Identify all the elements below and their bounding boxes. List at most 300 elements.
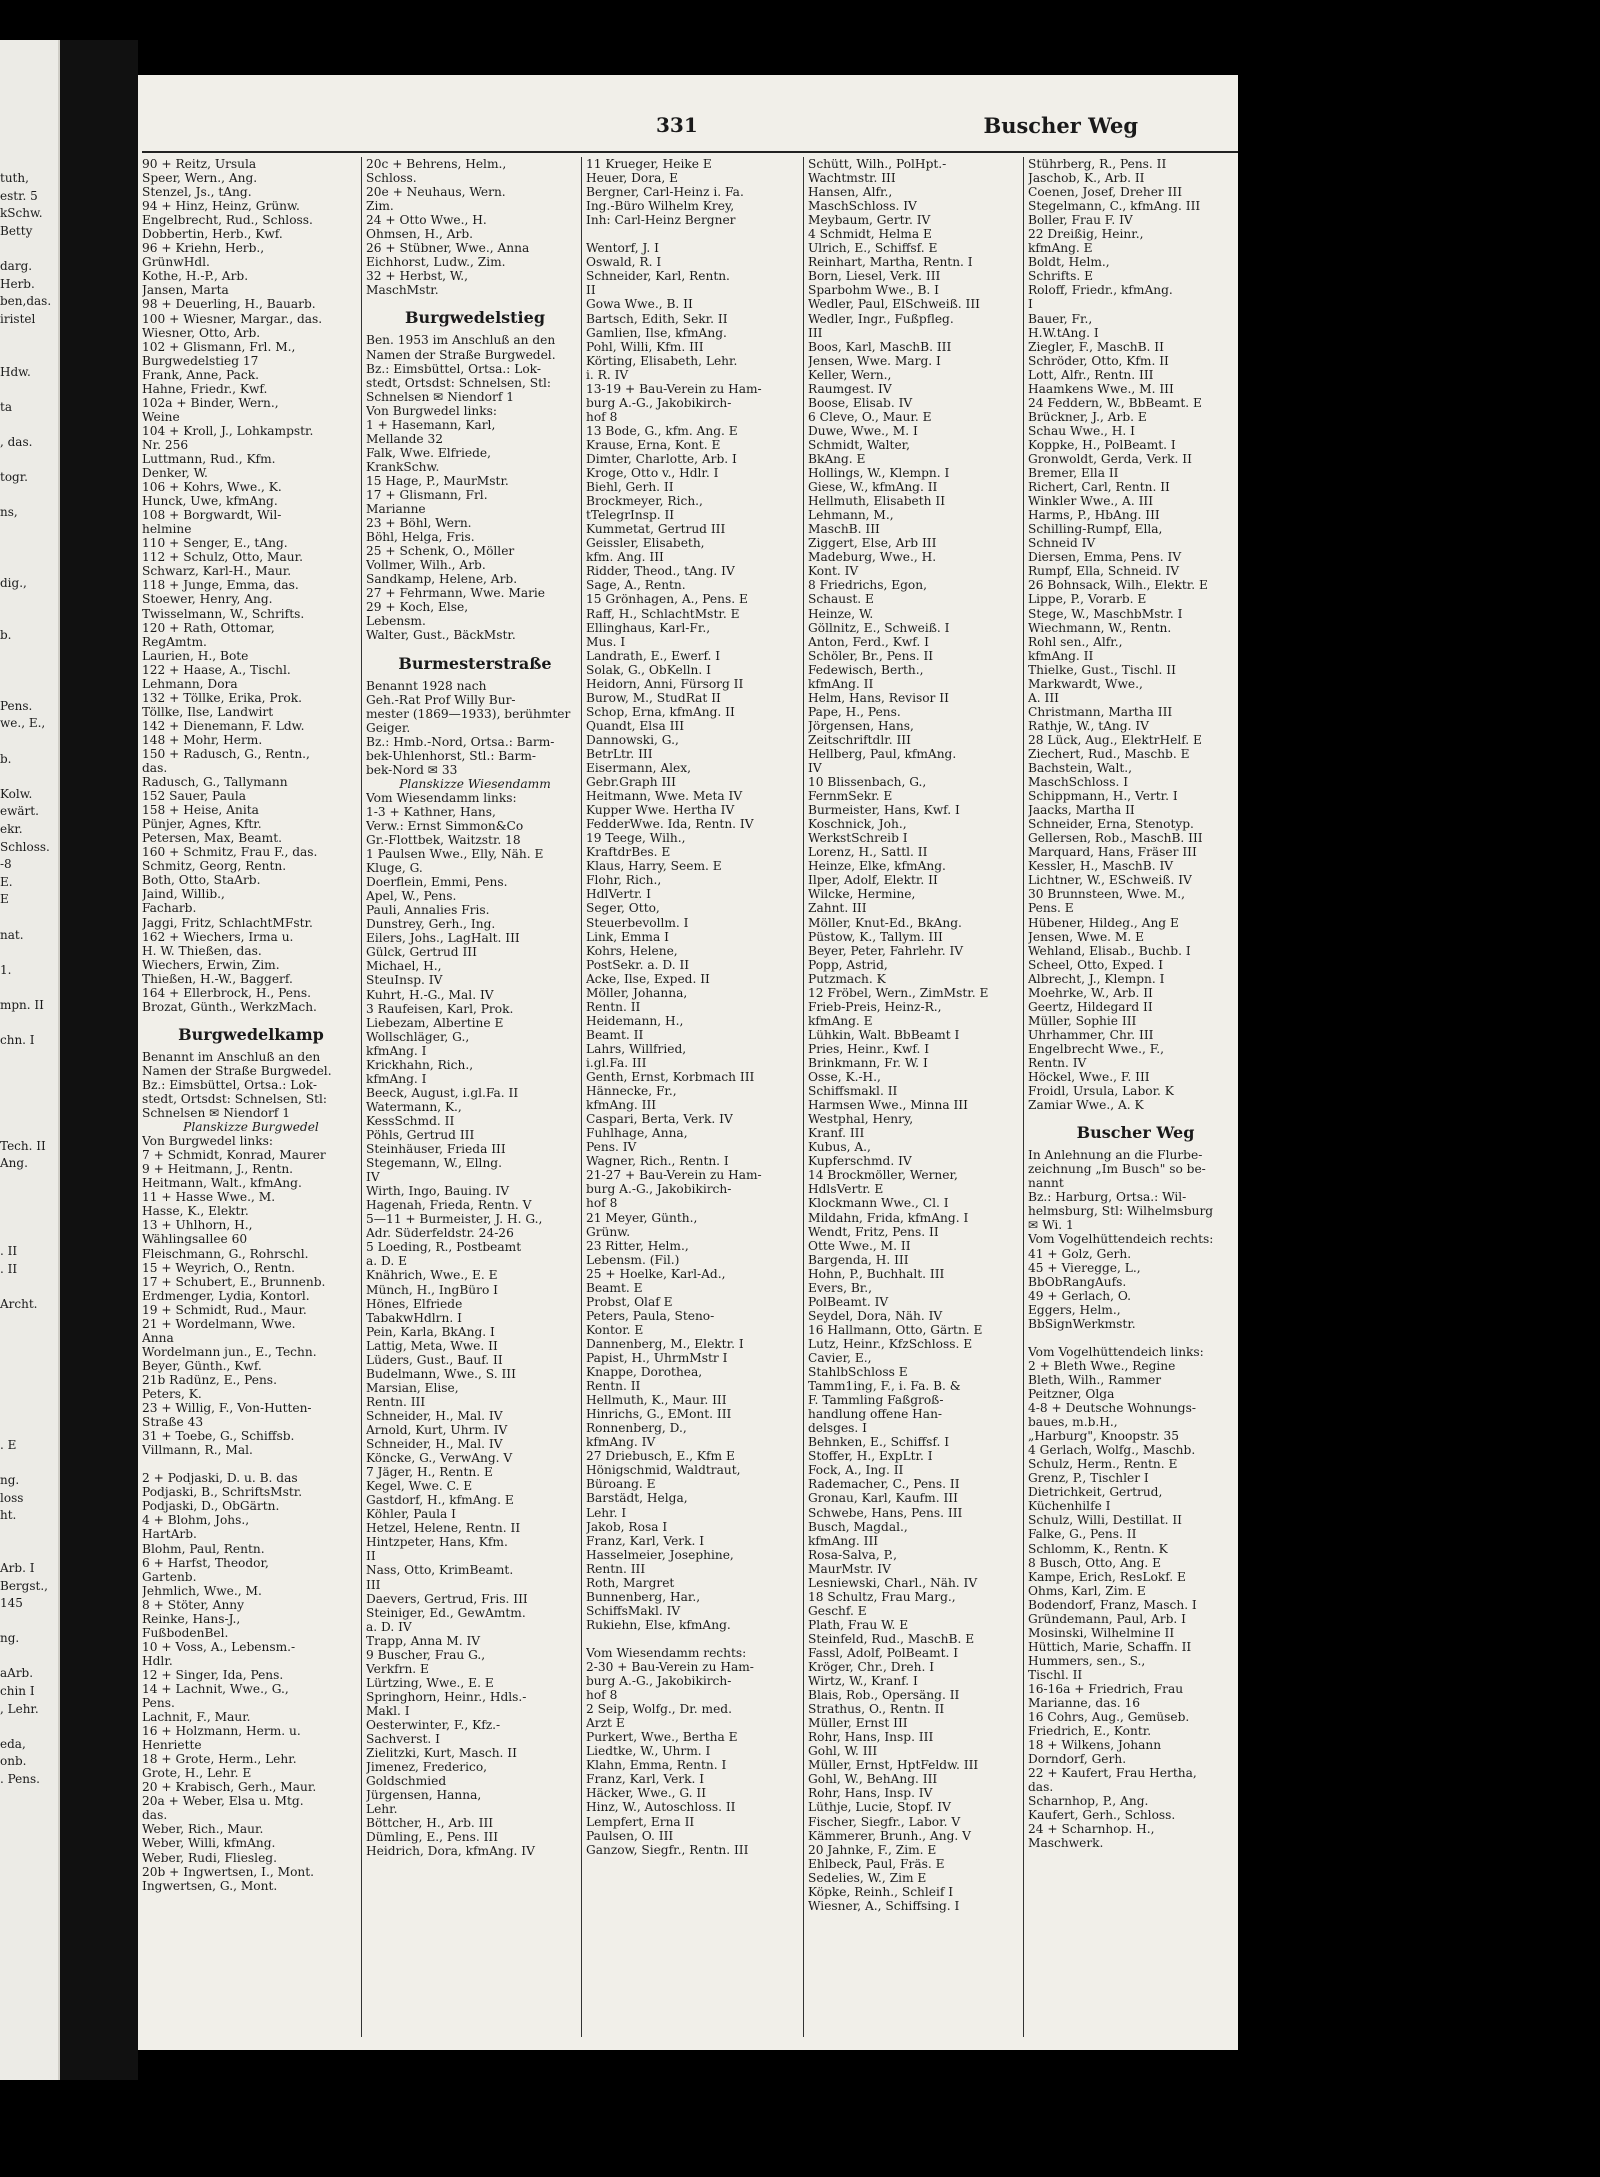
- directory-entry: 4-8 + Deutsche Wohnungs-: [1028, 1401, 1196, 1416]
- facing-page-line: [0, 522, 58, 540]
- directory-entry: burg A.-G., Jakobikirch-: [586, 1674, 732, 1689]
- directory-entry: Verkfrn. E: [366, 1661, 429, 1676]
- directory-entry: mester (1869—1933), berühmter: [366, 706, 571, 721]
- directory-entry: Kluge, G.: [366, 861, 423, 876]
- facing-page-line: mpn. II: [0, 997, 44, 1012]
- directory-entry: Vom Wiesendamm links:: [366, 790, 517, 805]
- directory-entry: Burmeister, Hans, Kwf. I: [808, 803, 960, 818]
- facing-page-line: [0, 1208, 58, 1226]
- directory-entry: 152 Sauer, Paula: [142, 789, 246, 804]
- directory-entry: Fassl, Adolf, PolBeamt. I: [808, 1645, 959, 1660]
- directory-entry: Marsian, Elise,: [366, 1380, 459, 1395]
- directory-entry: MaschB. III: [808, 522, 880, 537]
- directory-entry: Arnold, Kurt, Uhrm. IV: [366, 1422, 508, 1437]
- directory-entry: TabakwHdlrn. I: [366, 1310, 462, 1325]
- directory-entry: Namen der Straße Burgwedel.: [366, 347, 556, 362]
- directory-entry: i.gl.Fa. III: [586, 1056, 647, 1070]
- directory-entry: Kämmerer, Brunh., Ang. V: [808, 1828, 971, 1843]
- directory-entry: Brozat, Günth., WerkzMach.: [142, 999, 317, 1014]
- directory-entry: kfmAng. II: [808, 676, 874, 691]
- directory-entry: 4 Schmidt, Helma E: [808, 227, 932, 242]
- facing-page-line: Herb.: [0, 276, 35, 291]
- directory-entry: Mosinski, Wilhelmine II: [1028, 1625, 1175, 1640]
- directory-entry: Steuerbevollm. I: [586, 915, 689, 930]
- facing-page-line: [0, 768, 58, 786]
- directory-entry: Knappe, Dorothea,: [586, 1365, 703, 1380]
- directory-entry: Ehlbeck, Paul, Fräs. E: [808, 1856, 945, 1871]
- directory-entry: Lott, Alfr., Rentn. III: [1028, 367, 1154, 382]
- directory-entry: Reinke, Hans-J.,: [142, 1611, 241, 1626]
- directory-entry: 20e + Neuhaus, Wern.: [366, 185, 506, 200]
- facing-page-line: b.: [0, 628, 12, 643]
- facing-page-line: [0, 539, 58, 557]
- facing-page-line: Bergst.,: [0, 1578, 48, 1593]
- directory-entry: Radusch, G., Tallymann: [142, 775, 288, 790]
- directory-entry: Daevers, Gertrud, Fris. III: [366, 1591, 528, 1606]
- directory-entry: Wilcke, Hermine,: [808, 887, 916, 902]
- facing-page-line: Ang.: [0, 1156, 28, 1171]
- directory-entry: Strathus, O., Rentn. II: [808, 1702, 945, 1717]
- directory-entry: Frank, Anne, Pack.: [142, 367, 259, 382]
- directory-entry: 90 + Reitz, Ursula: [142, 157, 257, 171]
- directory-entry: Geschf. E: [808, 1603, 867, 1618]
- directory-entry: 16 + Holzmann, Herm. u.: [142, 1724, 301, 1739]
- facing-page-line: ng.: [0, 1472, 20, 1487]
- directory-entry: Nr. 256: [142, 437, 189, 452]
- directory-entry: kfmAng. I: [366, 1043, 427, 1058]
- directory-entry: Jakob, Rosa I: [586, 1519, 668, 1534]
- directory-entry: 12 Fröbel, Wern., ZimMstr. E: [808, 985, 989, 1000]
- directory-entry: Steiniger, Ed., GewAmtm.: [366, 1605, 526, 1620]
- facing-page-line: 1.: [0, 962, 12, 977]
- facing-page-line: E.: [0, 874, 13, 889]
- directory-entry: Wiechmann, W., Rentn.: [1028, 620, 1172, 635]
- directory-entry: Ing.-Büro Wilhelm Krey,: [586, 199, 735, 214]
- directory-entry: a. D. E: [366, 1254, 407, 1269]
- directory-entry: Schop, Erna, kfmAng. II: [586, 704, 735, 719]
- directory-entry: 21 + Wordelmann, Wwe.: [142, 1316, 296, 1331]
- directory-entry: Wählingsallee 60: [142, 1232, 248, 1247]
- directory-entry: 2-30 + Bau-Verein zu Ham-: [586, 1660, 754, 1675]
- facing-page-line: [0, 1454, 58, 1472]
- facing-page-line: [0, 680, 58, 698]
- facing-page-line: [0, 416, 58, 434]
- directory-entry: 160 + Schmitz, Frau F., das.: [142, 845, 318, 860]
- directory-entry: kfmAng. III: [808, 1533, 879, 1548]
- directory-entry: 7 Jäger, H., Rentn. E: [366, 1465, 493, 1480]
- facing-page-line: tuth,: [0, 171, 29, 185]
- directory-entry: Kupper Wwe. Hertha IV: [586, 803, 735, 818]
- facing-page-line: kSchw.: [0, 206, 43, 221]
- facing-page-line: E: [0, 892, 9, 907]
- directory-entry: 26 + Stübner, Wwe., Anna: [366, 241, 530, 256]
- directory-entry: Schmitz, Georg, Rentn.: [142, 859, 287, 874]
- directory-entry: Giese, W., kfmAng. II: [808, 480, 938, 495]
- facing-page-line: [0, 346, 58, 364]
- directory-entry: Heidrich, Dora, kfmAng. IV: [366, 1844, 535, 1859]
- directory-entry: Uhrhammer, Chr. III: [1028, 1027, 1154, 1042]
- directory-entry: Jimenez, Frederico,: [366, 1760, 488, 1775]
- directory-entry: Cavier, E.,: [808, 1350, 872, 1365]
- directory-entry: Link, Emma I: [586, 929, 669, 944]
- directory-entry: PolBeamt. IV: [808, 1294, 889, 1309]
- directory-entry: Schau Wwe., H. I: [1028, 423, 1135, 438]
- directory-entry: FußbodenBel.: [142, 1625, 229, 1640]
- directory-entry: Lehr. I: [586, 1505, 627, 1520]
- directory-entry: A. III: [1028, 690, 1059, 705]
- directory-entry: Rosa-Salva, P.,: [808, 1547, 898, 1562]
- directory-entry: Jaind, Willib.,: [142, 887, 225, 902]
- directory-entry: Klaus, Harry, Seem. E: [586, 859, 722, 874]
- directory-entry: Diersen, Emma, Pens. IV: [1028, 550, 1182, 565]
- directory-entry: [142, 1457, 360, 1471]
- directory-entry: Franz, Karl, Verk. I: [586, 1772, 705, 1787]
- directory-entry: Seger, Otto,: [586, 901, 660, 916]
- directory-entry: Ridder, Theod., tAng. IV: [586, 564, 735, 579]
- directory-entry: Boldt, Helm.,: [1028, 255, 1110, 270]
- directory-entry: Pens. E: [1028, 901, 1074, 916]
- directory-entry: Rentn. III: [586, 1561, 646, 1576]
- directory-entry: Hasselmeier, Josephine,: [586, 1547, 734, 1562]
- directory-entry: HdlsVertr. E: [808, 1182, 884, 1197]
- facing-page-line: Schloss.: [0, 839, 50, 854]
- directory-entry: Kontor. E: [586, 1322, 644, 1337]
- directory-entry: FedderWwe. Ida, Rentn. IV: [586, 817, 754, 832]
- directory-entry: Burow, M., StudRat II: [586, 690, 721, 705]
- directory-entry: KraftdrBes. E: [586, 845, 671, 860]
- plan-note: Planskizze Wiesendamm: [399, 776, 551, 791]
- directory-entry: Ingwertsen, G., Mont.: [142, 1878, 278, 1893]
- directory-entry: das.: [1028, 1780, 1054, 1795]
- street-heading: Burmesterstraße: [398, 653, 552, 673]
- directory-entry: Zeitschriftdlr. III: [808, 732, 911, 747]
- directory-entry: WerkstSchreib I: [808, 831, 908, 846]
- directory-entry: Kaufert, Gerh., Schloss.: [1028, 1808, 1176, 1823]
- directory-entry: IV: [366, 1170, 380, 1185]
- directory-entry: BbSignWerkmstr.: [1028, 1316, 1136, 1331]
- directory-entry: 1-3 + Kathner, Hans,: [366, 804, 496, 819]
- directory-entry: kfmAng. III: [586, 1098, 657, 1113]
- directory-entry: 4 + Blohm, Johs.,: [142, 1513, 250, 1528]
- directory-entry: Peters, Paula, Steno-: [586, 1308, 715, 1323]
- directory-entry: MaschSchloss. IV: [808, 199, 917, 214]
- directory-entry: 26 Bohnsack, Wilh., Elektr. E: [1028, 578, 1208, 593]
- directory-entry: Bz.: Hmb.-Nord, Ortsa.: Barm-: [366, 734, 555, 749]
- directory-entry: Pünjer, Agnes, Kftr.: [142, 817, 262, 832]
- directory-entry: Kranf. III: [808, 1126, 865, 1141]
- directory-entry: Pries, Heinr., Kwf. I: [808, 1041, 930, 1056]
- directory-entry: StahlbSchloss E: [808, 1365, 908, 1380]
- directory-entry: Schwarz, Karl-H., Maur.: [142, 564, 292, 579]
- directory-entry: Von Burgwedel links:: [366, 403, 497, 418]
- directory-entry: Henriette: [142, 1738, 202, 1753]
- directory-entry: Evers, Br.,: [808, 1280, 873, 1295]
- directory-entry: Heinze, W.: [808, 606, 874, 621]
- directory-entry: Vom Wiesendamm rechts:: [586, 1645, 747, 1660]
- directory-entry: Wedler, Paul, ElSchweiß. III: [808, 297, 980, 312]
- directory-entry: Facharb.: [142, 901, 197, 916]
- directory-entry: Dümling, E., Pens. III: [366, 1830, 499, 1845]
- facing-page-line: [0, 1015, 58, 1033]
- directory-entry: Michael, H.,: [366, 959, 442, 974]
- directory-entry: Namen der Straße Burgwedel.: [142, 1063, 332, 1078]
- facing-page-line: Archt.: [0, 1297, 38, 1311]
- directory-entry: 16 Hallmann, Otto, Gärtn. E: [808, 1322, 983, 1337]
- directory-entry: Müller, Sophie III: [1028, 1013, 1137, 1028]
- facing-page-line: Hdw.: [0, 364, 31, 379]
- directory-entry: Roth, Margret: [586, 1575, 675, 1590]
- directory-entry: Möller, Knut-Ed., BkAng.: [808, 915, 962, 930]
- directory-entry: ✉ Wi. 1: [1028, 1218, 1074, 1233]
- directory-entry: „Harburg", Knoopstr. 35: [1028, 1429, 1179, 1444]
- directory-entry: 96 + Kriehn, Herb.,: [142, 241, 265, 256]
- directory-entry: Hinrichs, G., EMont. III: [586, 1407, 732, 1422]
- directory-entry: Watermann, K.,: [366, 1099, 462, 1114]
- directory-entry: 27 Driebusch, E., Kfm E: [586, 1449, 735, 1464]
- directory-entry: 122 + Haase, A., Tischl.: [142, 662, 291, 677]
- directory-entry: Beamt. E: [586, 1280, 643, 1295]
- directory-entry: Beamt. II: [586, 1027, 644, 1042]
- facing-page-line: [0, 979, 58, 997]
- facing-page-line: [0, 1190, 58, 1208]
- directory-entry: Töllke, Ilse, Landwirt: [142, 704, 274, 719]
- directory-entry: Weber, Willi, kfmAng.: [142, 1836, 276, 1851]
- directory-entry: 13-19 + Bau-Verein zu Ham-: [586, 381, 762, 396]
- directory-entry: Podjaski, B., SchriftsMstr.: [142, 1485, 303, 1500]
- facing-page-line: b.: [0, 751, 12, 766]
- facing-page-line: Pens.: [0, 698, 33, 713]
- directory-entry: Burgwedelstieg 17: [142, 353, 259, 368]
- directory-entry: Sachverst. I: [366, 1732, 440, 1747]
- facing-page-line: ns,: [0, 505, 18, 520]
- directory-entry: Eggers, Helm.,: [1028, 1302, 1121, 1317]
- directory-entry: BkAng. E: [808, 451, 866, 466]
- directory-entry: nannt: [1028, 1176, 1064, 1191]
- directory-entry: [586, 1632, 806, 1646]
- directory-entry: [586, 227, 806, 241]
- directory-entry: Eisermann, Alex,: [586, 761, 692, 776]
- directory-entry: Fischer, Siegfr., Labor. V: [808, 1814, 961, 1829]
- directory-entry: bek-Nord ✉ 33: [366, 762, 458, 777]
- directory-entry: Laurien, H., Bote: [142, 648, 249, 663]
- directory-entry: Otte Wwe., M. II: [808, 1238, 911, 1253]
- directory-entry: 8 Friedrichs, Egon,: [808, 578, 927, 593]
- directory-entry: Lebensm.: [366, 614, 426, 629]
- directory-entry: HartArb.: [142, 1527, 197, 1542]
- directory-entry: Vollmer, Wilh., Arb.: [366, 558, 486, 573]
- directory-entry: 24 + Otto Wwe., H.: [366, 213, 487, 228]
- directory-entry: MaurMstr. IV: [808, 1561, 891, 1576]
- directory-entry: Kroge, Otto v., Hdlr. I: [586, 466, 719, 481]
- directory-entry: Dimter, Charlotte, Arb. I: [586, 451, 737, 466]
- facing-page-line: eda,: [0, 1736, 26, 1751]
- directory-entry: KrankSchw.: [366, 459, 440, 474]
- directory-entry: 25 + Hoelke, Karl-Ad.,: [586, 1266, 726, 1281]
- directory-entry: a. D. IV: [366, 1619, 412, 1634]
- directory-entry: Zahnt. III: [808, 901, 867, 916]
- directory-entry: Heuer, Dora, E: [586, 171, 678, 186]
- facing-page-line: nat.: [0, 927, 24, 942]
- directory-entry: Sage, A., Rentn.: [586, 578, 686, 593]
- directory-entry: zeichnung „Im Busch" so be-: [1028, 1162, 1206, 1177]
- directory-entry: Albrecht, J., Klempn. I: [1028, 971, 1165, 986]
- directory-entry: Kröger, Chr., Dreh. I: [808, 1660, 935, 1675]
- directory-entry: Anna: [142, 1330, 174, 1345]
- directory-entry: Hunck, Uwe, kfmAng.: [142, 494, 278, 509]
- directory-entry: Dannowski, G.,: [586, 732, 679, 747]
- directory-entry: Boller, Frau F. IV: [1028, 213, 1133, 228]
- directory-entry: 110 + Senger, E., tAng.: [142, 536, 288, 551]
- directory-entry: 15 + Weyrich, O., Rentn.: [142, 1260, 296, 1275]
- directory-entry: IV: [808, 761, 822, 776]
- directory-entry: Geissler, Elisabeth,: [586, 536, 705, 551]
- facing-page-line: [0, 1067, 58, 1085]
- directory-entry: Thießen, H.-W., Baggerf.: [142, 971, 293, 986]
- directory-entry: Schloss.: [366, 171, 417, 186]
- directory-entry: 112 + Schulz, Otto, Maur.: [142, 550, 303, 565]
- facing-page-line: [0, 1278, 58, 1296]
- directory-entry: Lesniewski, Charl., Näh. IV: [808, 1575, 978, 1590]
- directory-entry: Springhorn, Heinr., Hdls.-: [366, 1689, 527, 1704]
- directory-entry: Barstädt, Helga,: [586, 1491, 688, 1506]
- directory-entry: Coenen, Josef, Dreher III: [1028, 185, 1183, 200]
- directory-entry: Ganzow, Siegfr., Rentn. III: [586, 1842, 749, 1857]
- directory-entry: Beyer, Günth., Kwf.: [142, 1358, 262, 1373]
- directory-entry: burg A.-G., Jakobikirch-: [586, 1182, 732, 1197]
- directory-entry: Trapp, Anna M. IV: [366, 1633, 481, 1648]
- facing-page-line: [0, 1402, 58, 1420]
- directory-entry: 6 Cleve, O., Maur. E: [808, 409, 932, 424]
- directory-entry: 13 + Uhlhorn, H.,: [142, 1218, 253, 1233]
- directory-entry: Knährich, Wwe., E. E: [366, 1268, 498, 1283]
- directory-entry: Papist, H., UhrmMstr I: [586, 1350, 728, 1365]
- directory-entry: 8 Busch, Otto, Ang. E: [1028, 1555, 1162, 1570]
- directory-entry: 1 Paulsen Wwe., Elly, Näh. E: [366, 847, 544, 862]
- directory-entry: Schröder, Otto, Kfm. II: [1028, 353, 1169, 368]
- facing-page-line: . II: [0, 1244, 18, 1259]
- directory-entry: Dannenberg, M., Elektr. I: [586, 1336, 744, 1351]
- directory-entry: Lüders, Gust., Bauf. II: [366, 1352, 503, 1367]
- directory-entry: 18 Schultz, Frau Marg.,: [808, 1589, 956, 1604]
- directory-entry: Richert, Carl, Rentn. II: [1028, 480, 1170, 495]
- directory-entry: Tischl. II: [1028, 1667, 1083, 1682]
- directory-entry: Doerflein, Emmi, Pens.: [366, 875, 508, 890]
- directory-entry: Plath, Frau W. E: [808, 1617, 909, 1632]
- directory-entry: Solak, G., ObKelln. I: [586, 662, 711, 677]
- directory-entry: Schwebe, Hans, Pens. III: [808, 1505, 963, 1520]
- directory-entry: Stoewer, Henry, Ang.: [142, 592, 273, 607]
- directory-entry: Roloff, Friedr., kfmAng.: [1028, 283, 1173, 298]
- directory-entry: Lichtner, W., ESchweiß. IV: [1028, 873, 1192, 888]
- directory-entry: Wiechers, Erwin, Zim.: [142, 957, 280, 972]
- directory-entry: Helm, Hans, Revisor II: [808, 690, 949, 705]
- directory-entry: 15 Grönhagen, A., Pens. E: [586, 592, 748, 607]
- directory-entry: Jörgensen, Hans,: [808, 718, 914, 733]
- directory-entry: Pape, H., Pens.: [808, 704, 901, 719]
- directory-entry: 23 + Böhl, Wern.: [366, 516, 472, 531]
- directory-entry: 20 Jahnke, F., Zim. E: [808, 1842, 937, 1857]
- directory-entry: Brinkmann, Fr. W. I: [808, 1056, 928, 1070]
- directory-entry: Pohl, Willi, Kfm. III: [586, 339, 704, 354]
- facing-page-line: [0, 663, 58, 681]
- directory-entry: 21-27 + Bau-Verein zu Ham-: [586, 1168, 762, 1183]
- directory-entry: Rohr, Hans, Insp. III: [808, 1730, 934, 1745]
- directory-entry: kfmAng. I: [366, 1071, 427, 1086]
- directory-entry: [1028, 1331, 1238, 1345]
- directory-entry: Quandt, Elsa III: [586, 718, 685, 733]
- facing-page-line: aArb.: [0, 1666, 34, 1681]
- directory-entry: Ellinghaus, Karl-Fr.,: [586, 620, 711, 635]
- directory-entry: Klahn, Emma, Rentn. I: [586, 1758, 727, 1773]
- directory-entry: Heitmann, Walt., kfmAng.: [142, 1176, 302, 1191]
- directory-entry: Eichhorst, Ludw., Zim.: [366, 255, 506, 270]
- directory-entry: Schnelsen ✉ Niendorf 1: [142, 1106, 290, 1121]
- directory-entry: Hasse, K., Elektr.: [142, 1204, 249, 1219]
- directory-entry: Geiger.: [366, 720, 411, 735]
- directory-entry: Pens. IV: [586, 1140, 637, 1155]
- directory-entry: Duwe, Wwe., M. I: [808, 423, 918, 438]
- directory-entry: Weine: [142, 409, 180, 424]
- directory-entry: Podjaski, D., ObGärtn.: [142, 1499, 280, 1514]
- directory-entry: 16-16a + Friedrich, Frau: [1028, 1681, 1184, 1696]
- directory-entry: Peters, K.: [142, 1386, 202, 1401]
- directory-entry: 142 + Dienemann, F. Ldw.: [142, 718, 305, 733]
- directory-entry: Gartenb.: [142, 1569, 197, 1584]
- directory-entry: Mildahn, Frida, kfmAng. I: [808, 1210, 969, 1225]
- directory-entry: II: [586, 283, 596, 298]
- directory-entry: Steinfeld, Rud., MaschB. E: [808, 1631, 975, 1646]
- directory-entry: Maschwerk.: [1028, 1836, 1104, 1851]
- street-heading: Buscher Weg: [1076, 1123, 1195, 1143]
- directory-entry: Ulrich, E., Schiffsf. E: [808, 241, 938, 256]
- directory-entry: Lehmann, Dora: [142, 676, 238, 691]
- directory-entry: Froidl, Ursula, Labor. K: [1028, 1084, 1174, 1099]
- column-3: [581, 157, 806, 2037]
- directory-entry: MaschMstr.: [366, 283, 439, 298]
- facing-page-line: Betty: [0, 223, 33, 238]
- directory-entry: Bachstein, Walt.,: [1028, 761, 1133, 776]
- directory-entry: Hollings, W., Klempn. I: [808, 466, 950, 481]
- directory-entry: Marquard, Hans, Fräser III: [1028, 845, 1197, 860]
- directory-entry: Böhl, Helga, Fris.: [366, 530, 475, 545]
- directory-entry: Münch, H., IngBüro I: [366, 1282, 498, 1297]
- directory-entry: Wordelmann jun., E., Techn.: [142, 1344, 317, 1359]
- directory-entry: Püstow, K., Tallym. III: [808, 929, 943, 944]
- directory-entry: Möller, Johanna,: [586, 985, 688, 1000]
- directory-entry: 23 Ritter, Helm.,: [586, 1238, 689, 1253]
- directory-entry: kfmAng. II: [1028, 648, 1094, 663]
- directory-entry: 164 + Ellerbrock, H., Pens.: [142, 985, 311, 1000]
- directory-entry: Schneider, H., Mal. IV: [366, 1408, 503, 1423]
- directory-entry: Kuhrt, H.-G., Mal. IV: [366, 987, 494, 1002]
- directory-entry: Kont. IV: [808, 564, 859, 579]
- directory-entry: Gr.-Flottbek, Waitzstr. 18: [366, 833, 521, 848]
- directory-entry: Grote, H., Lehr. E: [142, 1766, 252, 1781]
- directory-entry: Jaschob, K., Arb. II: [1028, 171, 1145, 186]
- directory-entry: Heidemann, H.,: [586, 1013, 684, 1028]
- directory-entry: 20a + Weber, Elsa u. Mtg.: [142, 1794, 304, 1809]
- directory-entry: 21b Radünz, E., Pens.: [142, 1372, 277, 1387]
- directory-entry: Makl. I: [366, 1703, 410, 1718]
- directory-entry: 30 Brunnsteen, Wwe. M.,: [1028, 887, 1186, 902]
- book-gutter: [60, 40, 138, 2080]
- facing-page-line: Tech. II: [0, 1138, 46, 1153]
- street-heading: Burgwedelstieg: [404, 308, 545, 328]
- facing-page-line: . II: [0, 1261, 18, 1276]
- directory-entry: Kohrs, Helene,: [586, 943, 678, 958]
- directory-entry: Hönigschmid, Waldtraut,: [586, 1463, 741, 1478]
- directory-entry: 17 + Schubert, E., Brunnenb.: [142, 1274, 326, 1289]
